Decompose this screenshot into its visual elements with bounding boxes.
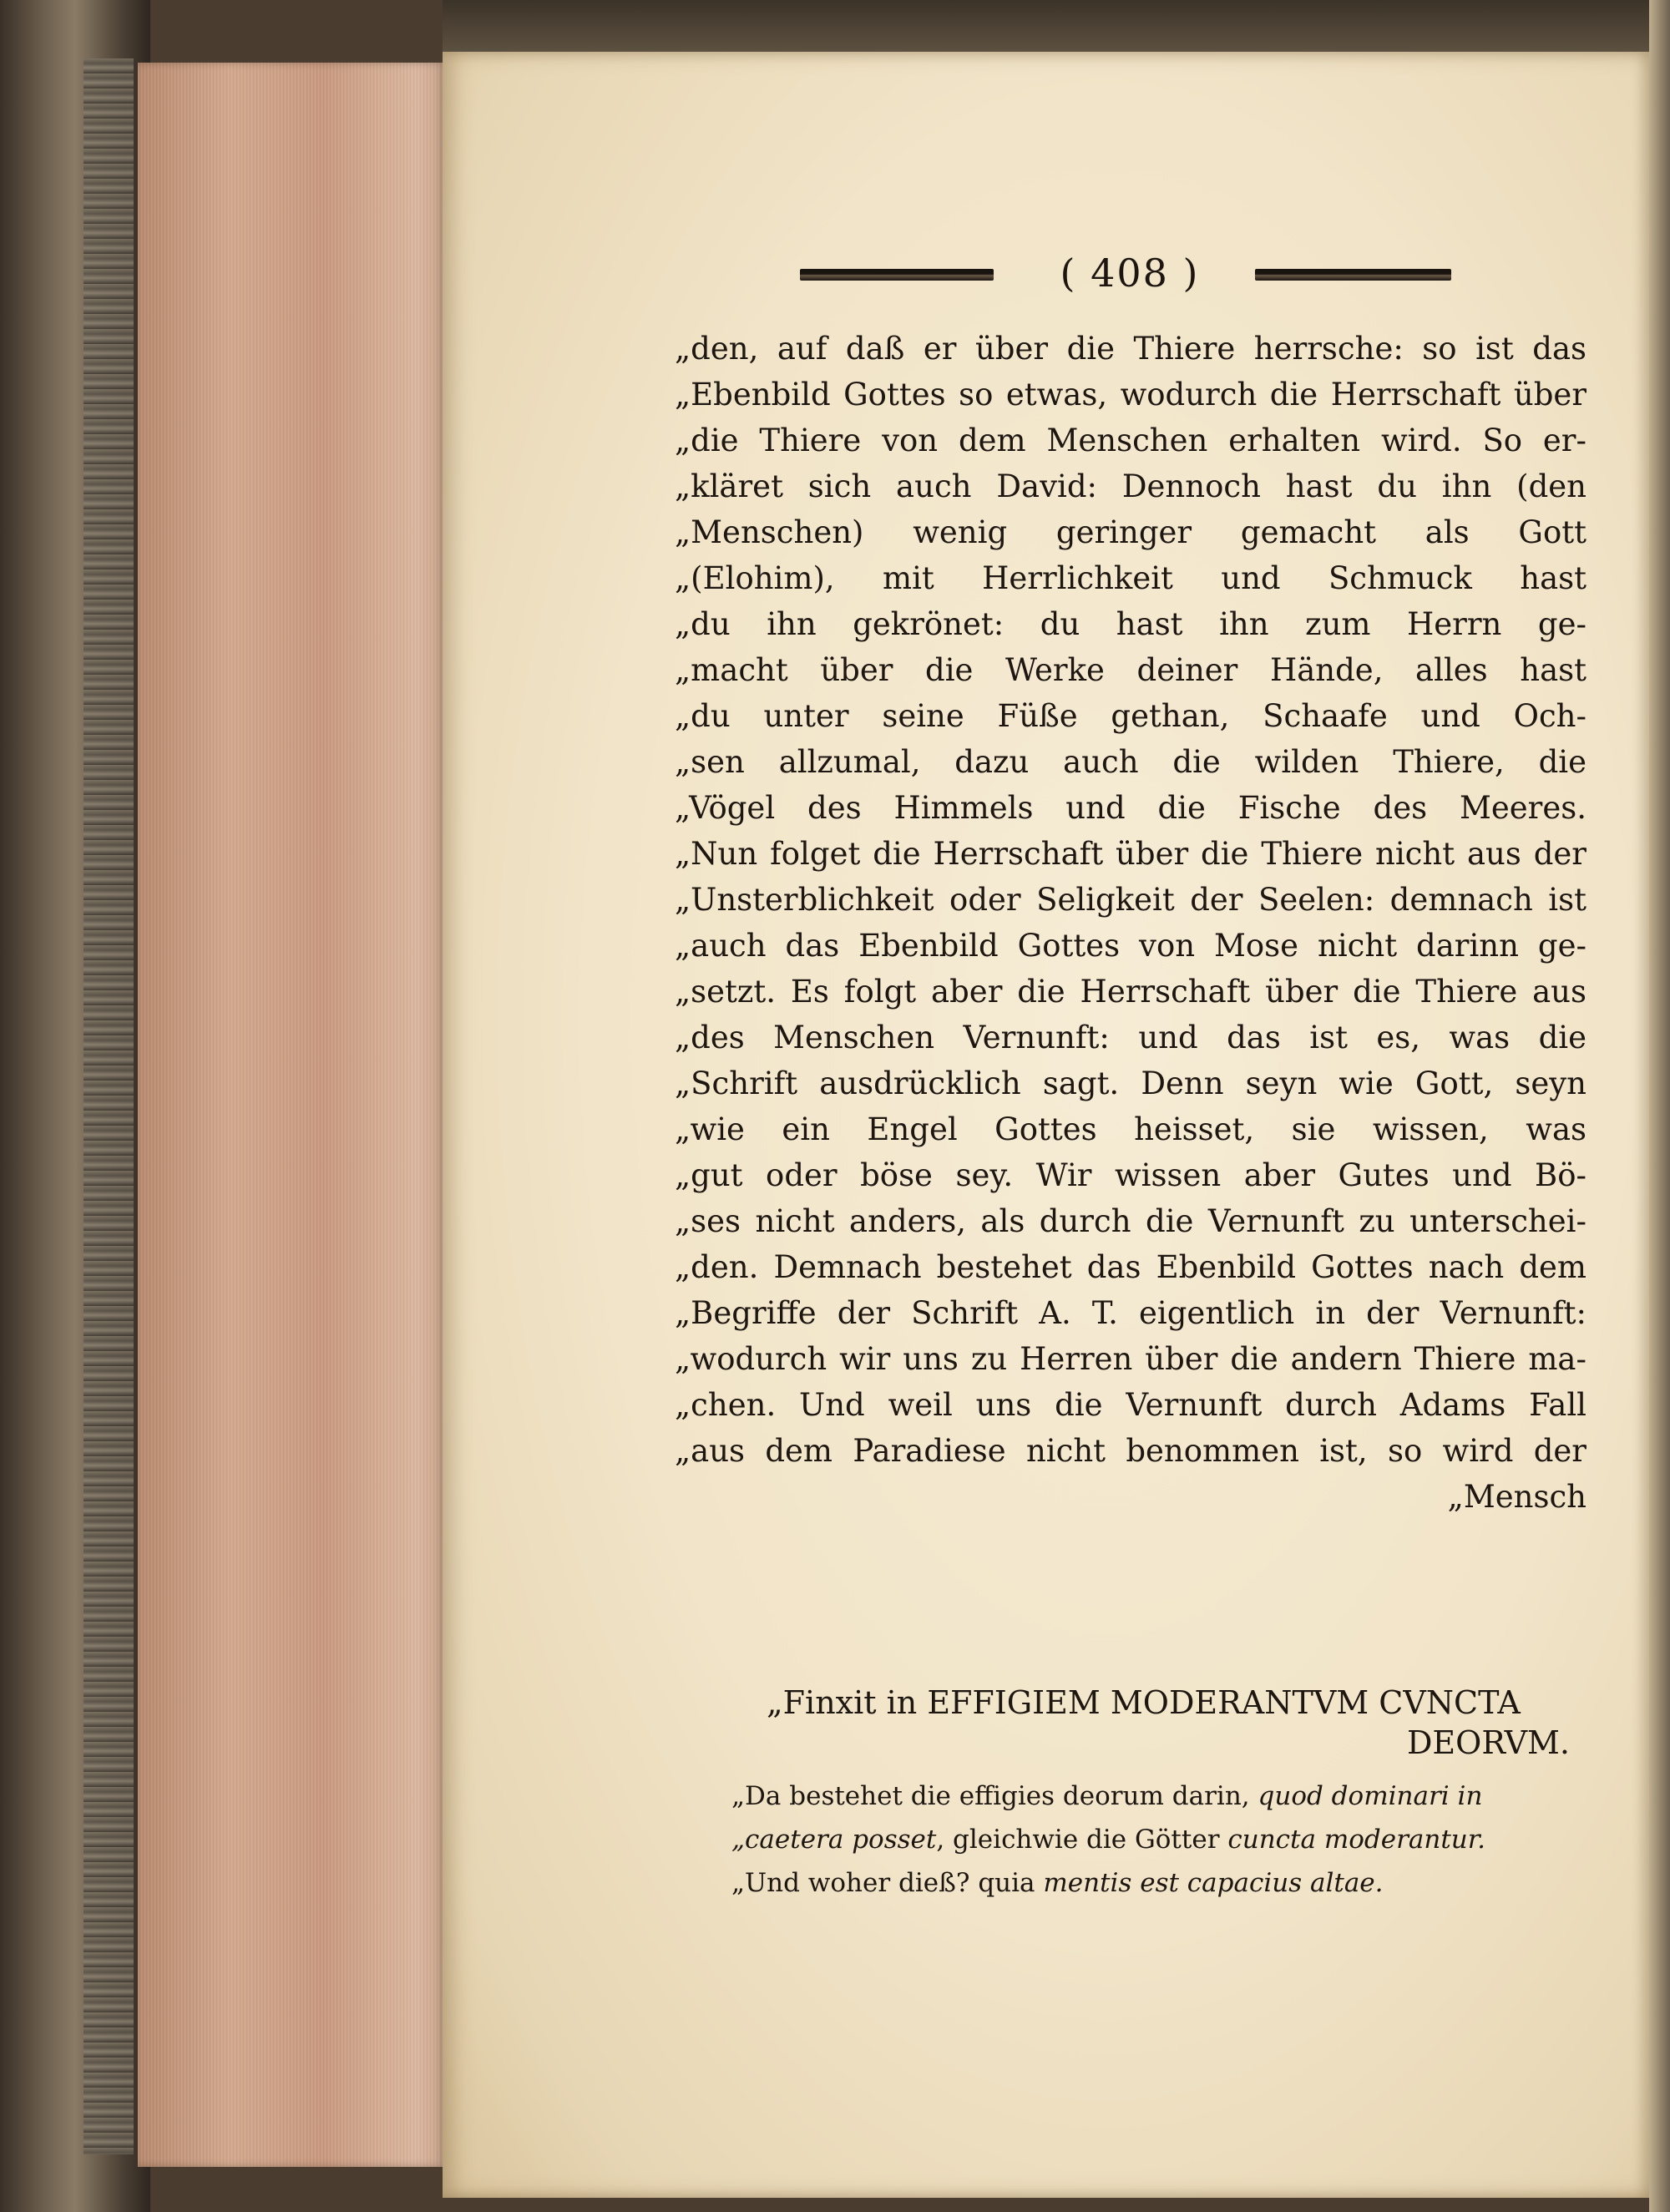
background-top	[443, 0, 1670, 52]
text-line: „kläret sich auch David: Dennoch hast du ihn (den	[675, 468, 1586, 504]
footnote-line	[731, 1818, 1586, 1861]
text-line: „du unter seine Füße gethan, Schaafe und Och-	[675, 698, 1586, 734]
footnote-text: „Da bestehet die effigies deorum darin,	[731, 1781, 1258, 1811]
text-line: „du ihn gekrönet: du hast ihn zum Herrn ge-	[675, 606, 1586, 642]
text-line: „auch das Ebenbild Gottes von Mose nicht darinn ge-	[675, 928, 1586, 964]
footnote-italic: quod dominari in	[1258, 1781, 1483, 1811]
text-line: „des Menschen Vernunft: und das ist es, was die	[675, 1020, 1586, 1055]
text-line: „Begriffe der Schrift A. T. eigentlich in der Vernunft:	[675, 1295, 1586, 1331]
header-rule-left	[800, 269, 994, 281]
text-line: „wie ein Engel Gottes heisset, sie wissen, was	[675, 1111, 1586, 1147]
text-line: „Vögel des Himmels und die Fische des Meeres.	[675, 790, 1586, 826]
verse-line: „Finxit in EFFIGIEM MODERANTVM CVNCTA	[767, 1684, 1521, 1721]
footnote-italic: cuncta moderantur.	[1227, 1825, 1486, 1855]
text-line: „aus dem Paradiese nicht benommen ist, so wird der	[675, 1433, 1586, 1469]
footnote-line	[731, 1861, 1586, 1905]
page-header	[800, 251, 1451, 309]
text-line: „(Elohim), mit Herrlichkeit und Schmuck hast	[675, 560, 1586, 596]
text-line: „Unsterblichkeit oder Seligkeit der Seelen: demnach ist	[675, 882, 1586, 918]
footnote	[725, 1683, 1586, 1905]
footnote-text: , gleichwie die Götter	[936, 1825, 1228, 1855]
text-line: „den. Demnach bestehet das Ebenbild Gottes nach dem	[675, 1249, 1586, 1285]
text-line: „gut oder böse sey. Wir wissen aber Gutes und Bö-	[675, 1157, 1586, 1193]
book-spine-worn-edge	[84, 58, 134, 2154]
text-line: „die Thiere von dem Menschen erhalten wird. So er-	[675, 423, 1586, 458]
header-rule-right	[1255, 269, 1451, 281]
verse-line: DEORVM.	[1406, 1724, 1570, 1761]
text-line: „den, auf daß er über die Thiere herrsche: so ist das	[675, 331, 1586, 367]
text-line: „chen. Und weil uns die Vernunft durch Adams Fall	[675, 1387, 1586, 1423]
catchword: „Mensch	[1447, 1479, 1586, 1515]
background-right	[1649, 0, 1670, 2212]
page-number: ( 408 )	[1060, 251, 1200, 296]
text-line: „macht über die Werke deiner Hände, alles hast	[675, 652, 1586, 688]
text-line: „wodurch wir uns zu Herren über die andern Thiere ma-	[675, 1341, 1586, 1377]
footnote-italic: mentis est capacius altae.	[1043, 1868, 1384, 1898]
text-line: „Ebenbild Gottes so etwas, wodurch die Herrschaft über	[675, 377, 1586, 413]
footnote-commentary	[725, 1774, 1586, 1905]
page-block-edge	[138, 63, 447, 2167]
footnote-italic: „caetera posset	[731, 1825, 937, 1855]
text-line: „ses nicht anders, als durch die Vernunft zu unterschei-	[675, 1203, 1586, 1239]
body-text	[675, 326, 1586, 1520]
text-line: „Nun folget die Herrschaft über die Thiere nicht aus der	[675, 836, 1586, 872]
text-line: „setzt. Es folgt aber die Herrschaft über die Thiere aus	[675, 974, 1586, 1010]
footnote-text: „Und woher dieß? quia	[731, 1868, 1044, 1898]
text-line: „sen allzumal, dazu auch die wilden Thiere, die	[675, 744, 1586, 780]
text-line: „Schrift ausdrücklich sagt. Denn seyn wie Gott, seyn	[675, 1066, 1586, 1101]
text-line: „Menschen) wenig geringer gemacht als Gott	[675, 514, 1586, 550]
footnote-line	[731, 1774, 1586, 1818]
